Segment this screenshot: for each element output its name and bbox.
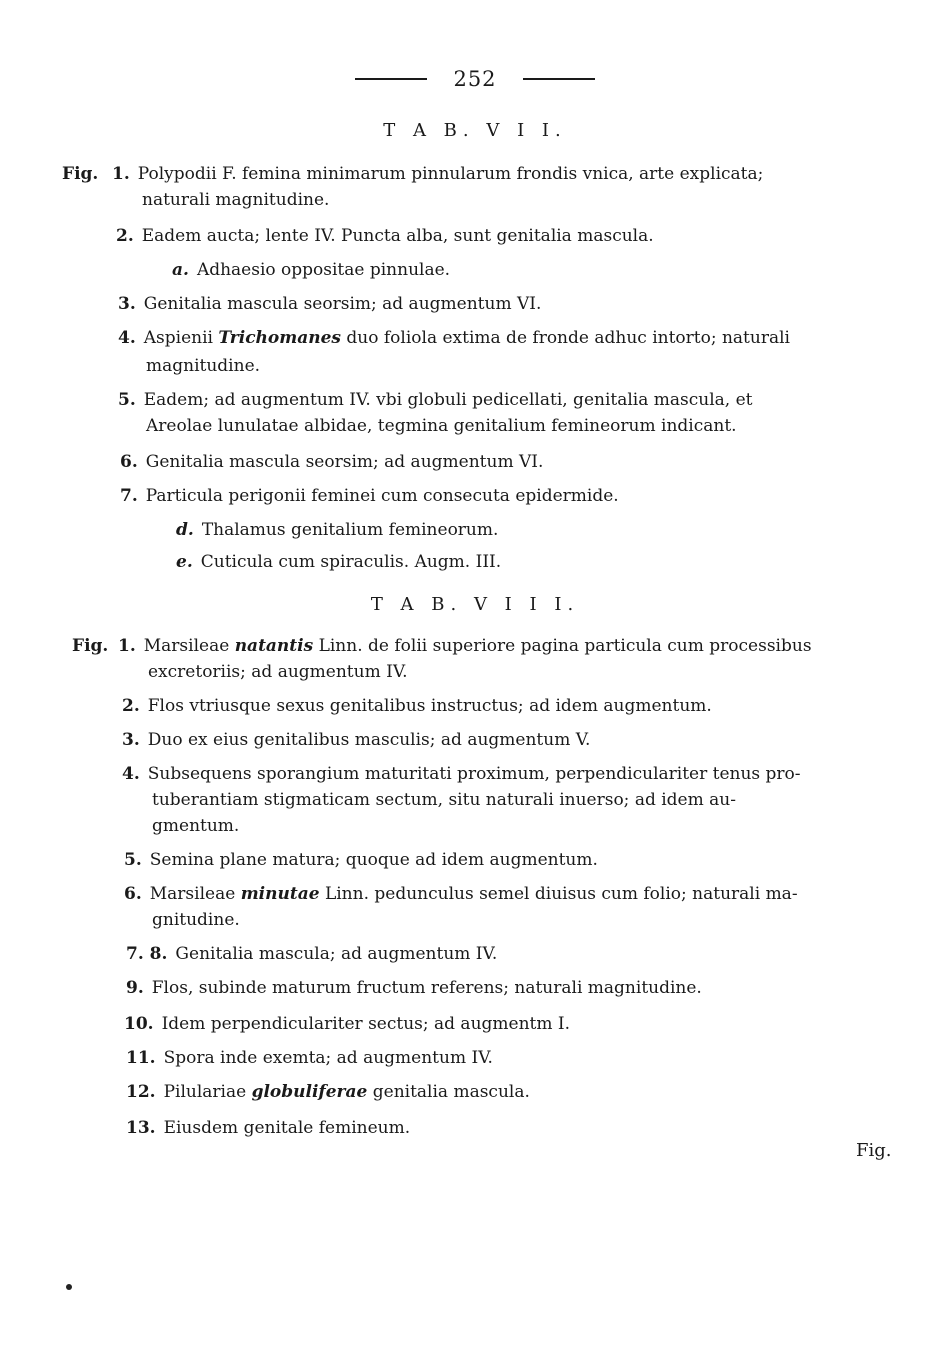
list-item-continuation: tuberantiam stigmaticam sectum, situ naturali inuerso; ad idem au-: [152, 790, 736, 810]
list-item: 4. Subsequens sporangium maturitati proximum, perpendiculariter tenus pro-: [122, 764, 801, 784]
list-item-continuation: magnitudine.: [146, 356, 261, 376]
list-item: 4. Aspienii Trichomanes duo foliola extima de fronde adhuc intorto; naturali: [118, 328, 790, 348]
list-item: 5. Eadem; ad augmentum IV. vbi globuli pedicellati, genitalia mascula, et: [118, 390, 753, 410]
list-item: 6. Marsileae minutae Linn. pedunculus semel diuisus cum folio; naturali ma-: [124, 884, 798, 904]
page-number: 252: [453, 67, 497, 91]
list-item: 7. 8. Genitalia mascula; ad augmentum IV.: [126, 944, 498, 964]
list-item: e. Cuticula cum spiraculis. Augm. III.: [176, 552, 502, 572]
tab-8-fig-label: Fig.: [72, 636, 109, 656]
catchword: Fig.: [856, 1140, 892, 1161]
list-item-continuation: gmentum.: [152, 816, 240, 836]
list-item: 1. Marsileae natantis Linn. de folii superiore pagina particula cum processibus: [118, 636, 812, 656]
header-rule-right: [523, 78, 595, 80]
list-item: 13. Eiusdem genitale femineum.: [126, 1118, 411, 1138]
list-item: 12. Pilulariae globuliferae genitalia mascula.: [126, 1082, 530, 1102]
list-item: 6. Genitalia mascula seorsim; ad augmentum VI.: [120, 452, 544, 472]
list-item-continuation: excretoriis; ad augmentum IV.: [148, 662, 408, 682]
list-item: 7. Particula perigonii feminei cum consecuta epidermide.: [120, 486, 619, 506]
list-item: 2. Eadem aucta; lente IV. Puncta alba, sunt genitalia mascula.: [116, 226, 654, 246]
tab-7-fig-label: Fig.: [62, 164, 99, 184]
tab-8-heading: T A B. V I I I.: [370, 594, 580, 615]
list-item: 9. Flos, subinde maturum fructum referens; naturali magnitudine.: [126, 978, 702, 998]
list-item-continuation: naturali magnitudine.: [142, 190, 330, 210]
list-item-continuation: gnitudine.: [152, 910, 240, 930]
list-item: 11. Spora inde exemta; ad augmentum IV.: [126, 1048, 493, 1068]
list-item: 3. Genitalia mascula seorsim; ad augmentum VI.: [118, 294, 542, 314]
header-rule-left: [355, 78, 427, 80]
page-header: [0, 64, 950, 94]
list-item-continuation: Areolae lunulatae albidae, tegmina genitalium femineorum indicant.: [146, 416, 737, 436]
ink-speck: [66, 1284, 72, 1290]
list-item: 3. Duo ex eius genitalibus masculis; ad augmentum V.: [122, 730, 591, 750]
list-item: 10. Idem perpendiculariter sectus; ad augmentm I.: [124, 1014, 571, 1034]
list-item: 1. Polypodii F. femina minimarum pinnularum frondis vnica, arte explicata;: [112, 164, 764, 184]
list-item: d. Thalamus genitalium femineorum.: [176, 520, 499, 540]
list-item: a. Adhaesio oppositae pinnulae.: [172, 260, 451, 280]
tab-7-heading: T A B. V I I.: [383, 120, 567, 141]
list-item: 5. Semina plane matura; quoque ad idem augmentum.: [124, 850, 598, 870]
list-item: 2. Flos vtriusque sexus genitalibus instructus; ad idem augmentum.: [122, 696, 712, 716]
